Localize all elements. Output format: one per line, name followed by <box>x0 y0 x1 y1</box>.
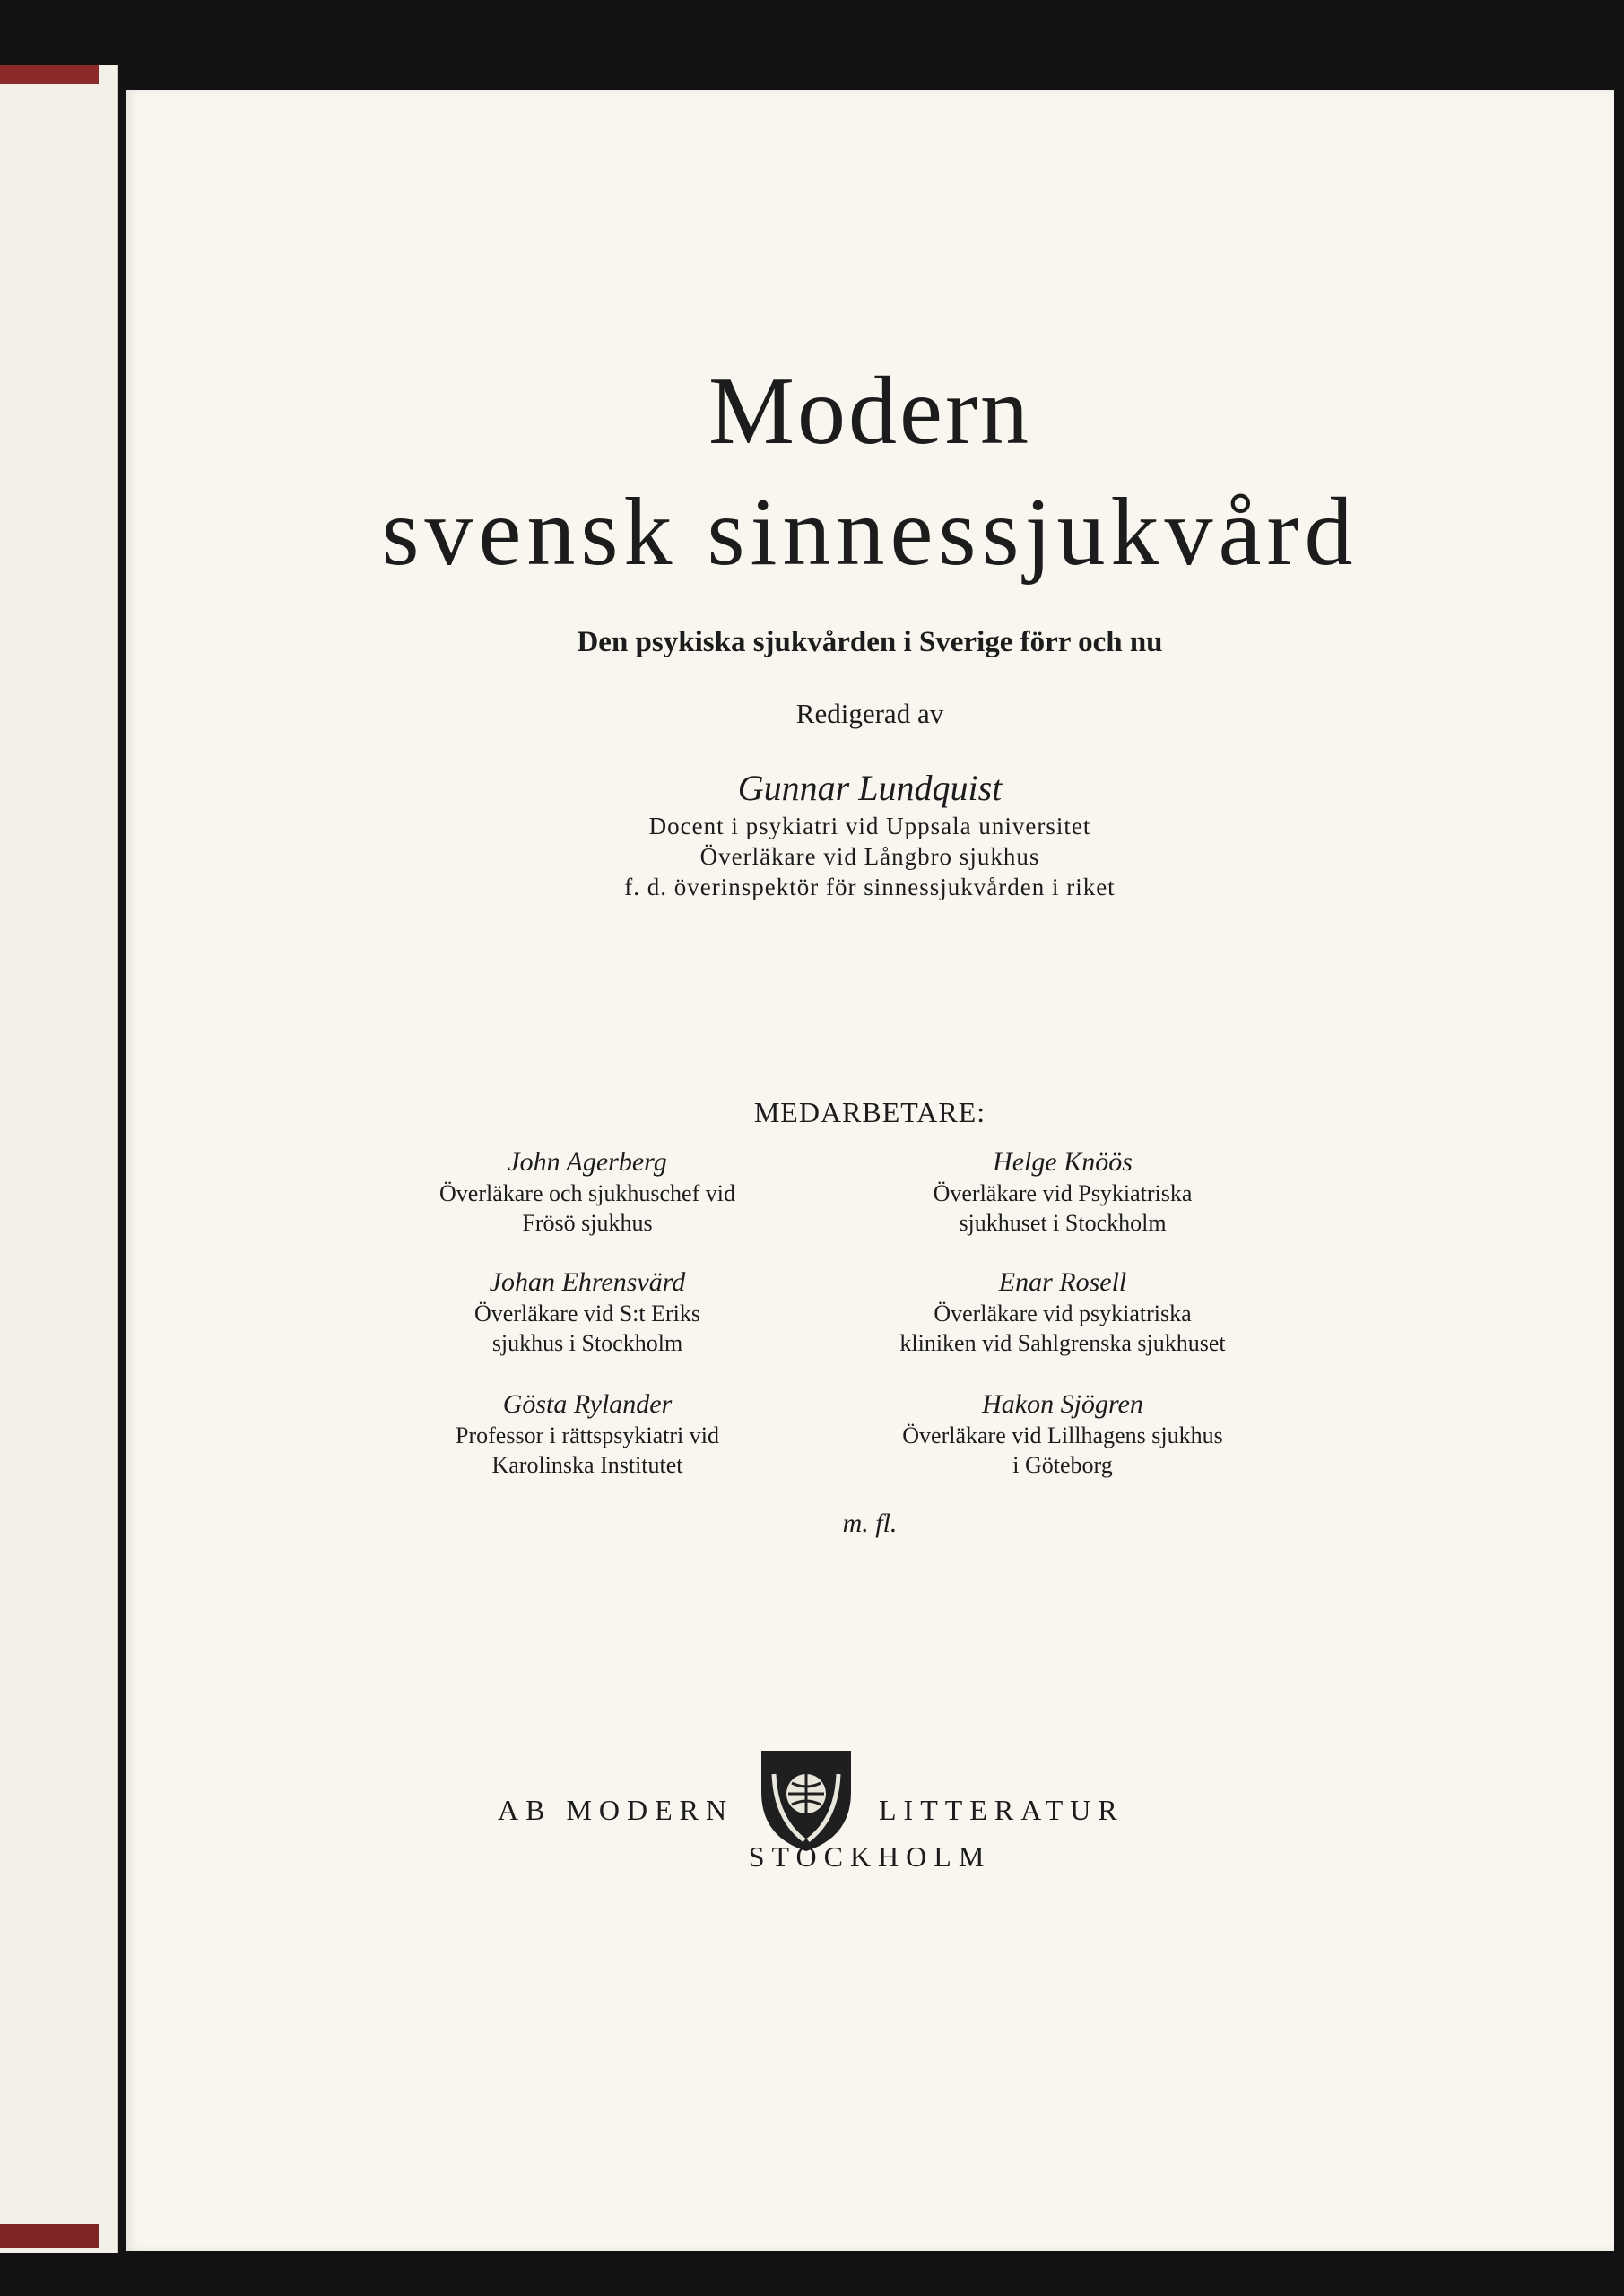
title-page <box>126 90 1614 2251</box>
contributor-name: Enar Rosell <box>998 1267 1127 1297</box>
editor-role: Docent i psykiatri vid Uppsala universitet <box>648 813 1091 839</box>
contributor-title: Överläkare vid psykiatriska <box>934 1300 1192 1326</box>
book-title-line-1: Modern <box>708 358 1031 465</box>
et-al-note: m. fl. <box>842 1509 898 1538</box>
book-spine-edge <box>0 65 118 2253</box>
editor-name: Gunnar Lundquist <box>737 768 1003 808</box>
contributor-title: Karolinska Institutet <box>491 1452 683 1478</box>
contributor-title: sjukhus i Stockholm <box>491 1330 683 1356</box>
book-subtitle: Den psykiska sjukvården i Sverige förr och nu <box>577 626 1163 658</box>
contributor-name: Gösta Rylander <box>502 1389 673 1419</box>
publisher-name-right: LITTERATUR <box>879 1794 1125 1826</box>
contributor-name: Johan Ehrensvärd <box>489 1267 686 1297</box>
contributor-entry <box>336 1146 838 1238</box>
contributor-title: Professor i rättspsykiatri vid <box>456 1422 719 1448</box>
contributor-name: Hakon Sjögren <box>982 1389 1143 1419</box>
book-title-line-2: svensk sinnessjukvård <box>381 479 1359 586</box>
contributor-title: Frösö sjukhus <box>522 1210 653 1236</box>
contributor-entry <box>812 1146 1314 1238</box>
contributor-entry <box>812 1388 1314 1480</box>
contributor-title: i Göteborg <box>1012 1452 1113 1478</box>
publisher-city: STOCKHOLM <box>748 1840 992 1873</box>
publisher-name-left: AB MODERN <box>498 1794 734 1826</box>
editor-role: Överläkare vid Långbro sjukhus <box>699 843 1040 870</box>
contributors-heading: MEDARBETARE: <box>753 1096 986 1128</box>
spine-binding-bottom <box>0 2224 99 2248</box>
publisher-emblem-icon <box>758 1747 855 1855</box>
contributor-title: Överläkare vid Lillhagens sjukhus <box>902 1422 1223 1448</box>
contributor-title: Överläkare vid Psykiatriska <box>933 1180 1193 1206</box>
contributor-entry <box>336 1266 838 1358</box>
contributor-entry <box>812 1266 1314 1358</box>
editor-role: f. d. överinspektör för sinnessjukvården i riket <box>624 874 1116 900</box>
contributor-title: kliniken vid Sahlgrenska sjukhuset <box>899 1330 1226 1356</box>
spine-binding-top <box>0 65 99 84</box>
contributor-name: Helge Knöös <box>993 1147 1133 1177</box>
contributor-name: John Agerberg <box>508 1147 667 1177</box>
contributor-title: sjukhuset i Stockholm <box>959 1210 1167 1236</box>
edited-by-label: Redigerad av <box>795 698 944 729</box>
contributor-title: Överläkare vid S:t Eriks <box>474 1300 700 1326</box>
contributor-title: Överläkare och sjukhuschef vid <box>439 1180 735 1206</box>
contributor-entry <box>336 1388 838 1480</box>
